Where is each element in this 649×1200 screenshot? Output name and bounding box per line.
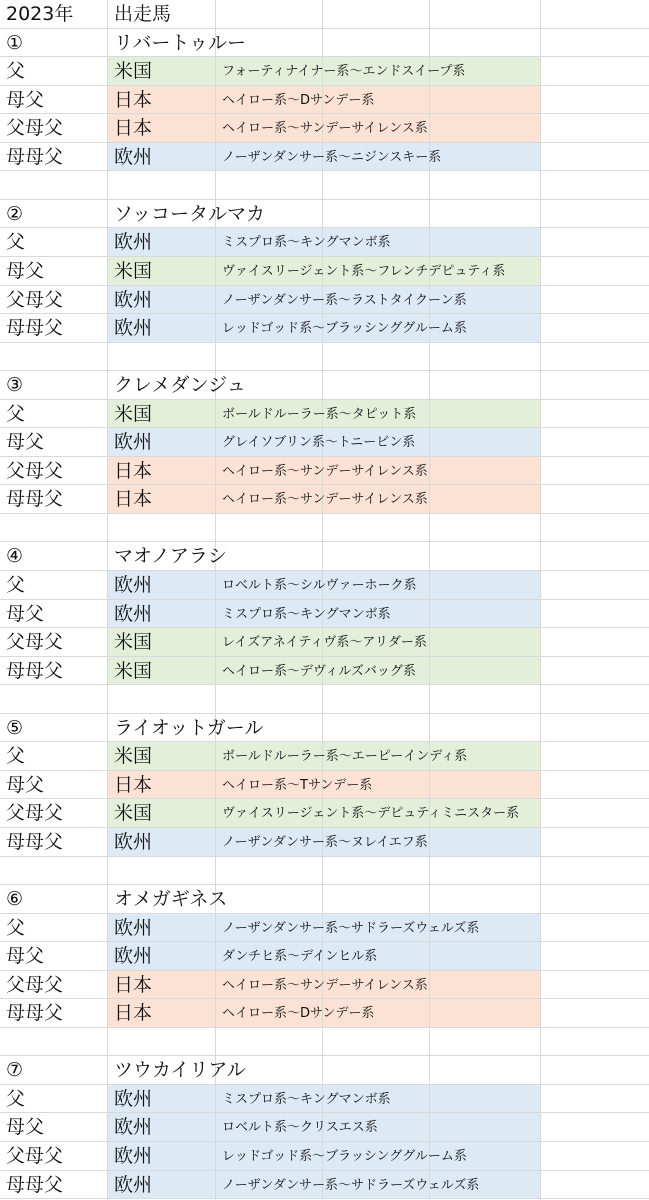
sire-line: ダンチヒ系～デインヒル系 [222,949,378,964]
grid-row-line [0,1170,649,1171]
pedigree-role: 父母父 [6,802,64,824]
sire-line: ヘイロー系～サンデーサイレンス系 [222,492,428,507]
grid-row-line [0,256,649,257]
sire-line: ヴァイスリージェント系～フレンチデピュティ系 [222,264,506,279]
grid-row-line [0,599,649,600]
region-label: 欧州 [114,231,153,253]
sire-line: ヘイロー系～Dサンデー系 [222,1006,375,1021]
pedigree-role: 父 [6,745,26,767]
sire-line: ミスプロ系～キングマンボ系 [222,607,391,622]
pedigree-role: 父 [6,403,26,425]
sire-line: ミスプロ系～キングマンボ系 [222,1092,391,1107]
grid-row-line [0,684,649,685]
sire-line: ノーザンダンサー系～ヌレイエフ系 [222,835,428,850]
grid-row-line [0,370,649,371]
sire-line: ロベルト系～シルヴァーホーク系 [222,578,417,593]
pedigree-role: 母父 [6,774,45,796]
region-label: 米国 [114,660,153,682]
sire-line: ノーザンダンサー系～サドラーズウェルズ系 [222,1178,480,1193]
horse-name: ソッコータルマカ [114,203,266,225]
horse-number: ② [6,203,24,225]
grid-row-line [0,1027,649,1028]
horse-number: ⑥ [6,888,24,910]
grid-row-line [0,399,649,400]
grid-row-line [0,541,649,542]
grid-row-line [0,285,649,286]
pedigree-role: 母父 [6,260,45,282]
pedigree-role: 父母父 [6,1145,64,1167]
grid-row-line [0,941,649,942]
horse-name: クレメダンジュ [114,374,246,396]
region-label: 欧州 [114,1174,153,1196]
region-label: 欧州 [114,146,153,168]
sire-line: ノーザンダンサー系～サドラーズウェルズ系 [222,921,480,936]
grid-row-line [0,970,649,971]
grid-row-line [0,427,649,428]
pedigree-role: 母父 [6,945,45,967]
pedigree-role: 父 [6,1088,26,1110]
pedigree-role: 父母父 [6,117,64,139]
horse-number: ⑦ [6,1059,24,1081]
sire-line: フォーティナイナー系～エンドスイープ系 [222,64,466,79]
horse-name: マオノアラシ [114,545,227,567]
pedigree-role: 母父 [6,89,45,111]
region-label: 米国 [114,631,153,653]
region-label: 欧州 [114,945,153,967]
sire-line: ボールドルーラー系～エーピーインディ系 [222,749,468,764]
grid-row-line [0,1198,649,1199]
grid-row-line [0,570,649,571]
grid-row-line [0,913,649,914]
region-label: 欧州 [114,574,153,596]
grid-row-line [0,170,649,171]
region-label: 日本 [114,774,153,796]
header-title: 出走馬 [114,3,172,25]
region-label: 日本 [114,460,153,482]
region-label: 欧州 [114,603,153,625]
grid-column-line [215,0,216,1200]
grid-row-line [0,827,649,828]
sire-line: レイズアネイティヴ系～アリダー系 [222,635,427,650]
region-label: 欧州 [114,289,153,311]
region-label: 米国 [114,60,153,82]
grid-row-line [0,484,649,485]
pedigree-role: 母母父 [6,831,64,853]
pedigree-role: 父母父 [6,974,64,996]
grid-row-line [0,85,649,86]
grid-row-line [0,456,649,457]
horse-name: リバートゥルー [114,32,246,54]
sire-line: ヘイロー系～デヴィルズバッグ系 [222,664,416,679]
grid-row-line [0,1141,649,1142]
pedigree-role: 母母父 [6,1174,64,1196]
horse-number: ④ [6,545,24,567]
region-label: 日本 [114,488,153,510]
grid-row-line [0,656,649,657]
grid-row-line [0,28,649,29]
grid-row-line [0,313,649,314]
pedigree-role: 父 [6,917,26,939]
grid-column-line [429,0,430,1200]
sire-line: ノーザンダンサー系～ラストタイクーン系 [222,293,467,308]
grid-row-line [0,113,649,114]
sire-line: ヴァイスリージェント系～デピュティミニスター系 [222,806,520,821]
sire-line: ヘイロー系～Dサンデー系 [222,93,375,108]
pedigree-role: 母母父 [6,317,64,339]
grid-row-line [0,199,649,200]
grid-row-line [0,856,649,857]
region-label: 欧州 [114,431,153,453]
pedigree-role: 父母父 [6,289,64,311]
grid-row-line [0,798,649,799]
pedigree-role: 母父 [6,1116,45,1138]
sire-line: ボールドルーラー系～タピット系 [222,407,417,422]
header-year: 2023年 [6,3,74,25]
sire-line: ヘイロー系～Tサンデー系 [222,778,373,793]
pedigree-role: 母母父 [6,488,64,510]
grid-column-line [107,0,108,1200]
horse-number: ① [6,32,24,54]
pedigree-role: 母母父 [6,660,64,682]
pedigree-role: 父母父 [6,460,64,482]
pedigree-role: 父 [6,60,26,82]
sire-line: レッドゴッド系～ブラッシンググルーム系 [222,1149,467,1164]
region-label: 日本 [114,1002,153,1024]
grid-row-line [0,56,649,57]
sire-line: ヘイロー系～サンデーサイレンス系 [222,464,428,479]
sire-line: ヘイロー系～サンデーサイレンス系 [222,121,428,136]
horse-number: ③ [6,374,24,396]
grid-row-line [0,884,649,885]
grid-column-line [540,0,541,1200]
region-label: 日本 [114,117,153,139]
pedigree-role: 父 [6,574,26,596]
sire-line: グレイソブリン系～トニービン系 [222,435,416,450]
region-label: 米国 [114,802,153,824]
pedigree-role: 母母父 [6,1002,64,1024]
grid-row-line [0,741,649,742]
pedigree-role: 母母父 [6,146,64,168]
grid-row-line [0,513,649,514]
pedigree-role: 母父 [6,603,45,625]
grid-row-line [0,998,649,999]
region-label: 欧州 [114,1145,153,1167]
region-label: 日本 [114,89,153,111]
region-label: 日本 [114,974,153,996]
region-label: 欧州 [114,917,153,939]
grid-row-line [0,142,649,143]
sire-line: ロベルト系～クリスエス系 [222,1120,378,1135]
region-label: 欧州 [114,1088,153,1110]
region-label: 米国 [114,260,153,282]
grid-row-line [0,1084,649,1085]
grid-row-line [0,227,649,228]
sire-line: ノーザンダンサー系～ニジンスキー系 [222,150,442,165]
horse-name: ライオットガール [114,717,264,739]
pedigree-role: 父母父 [6,631,64,653]
horse-name: ツウカイリアル [114,1059,246,1081]
region-label: 米国 [114,745,153,767]
region-label: 欧州 [114,317,153,339]
grid-row-line [0,1055,649,1056]
pedigree-role: 母父 [6,431,45,453]
grid-row-line [0,713,649,714]
grid-row-line [0,1112,649,1113]
sire-line: ミスプロ系～キングマンボ系 [222,235,391,250]
horse-number: ⑤ [6,717,24,739]
sire-line: ヘイロー系～サンデーサイレンス系 [222,978,428,993]
pedigree-role: 父 [6,231,26,253]
grid-row-line [0,342,649,343]
region-label: 欧州 [114,1116,153,1138]
region-label: 欧州 [114,831,153,853]
region-label: 米国 [114,403,153,425]
grid-row-line [0,770,649,771]
horse-name: オメガギネス [114,888,228,910]
grid-row-line [0,627,649,628]
sire-line: レッドゴッド系～ブラッシンググルーム系 [222,321,467,336]
